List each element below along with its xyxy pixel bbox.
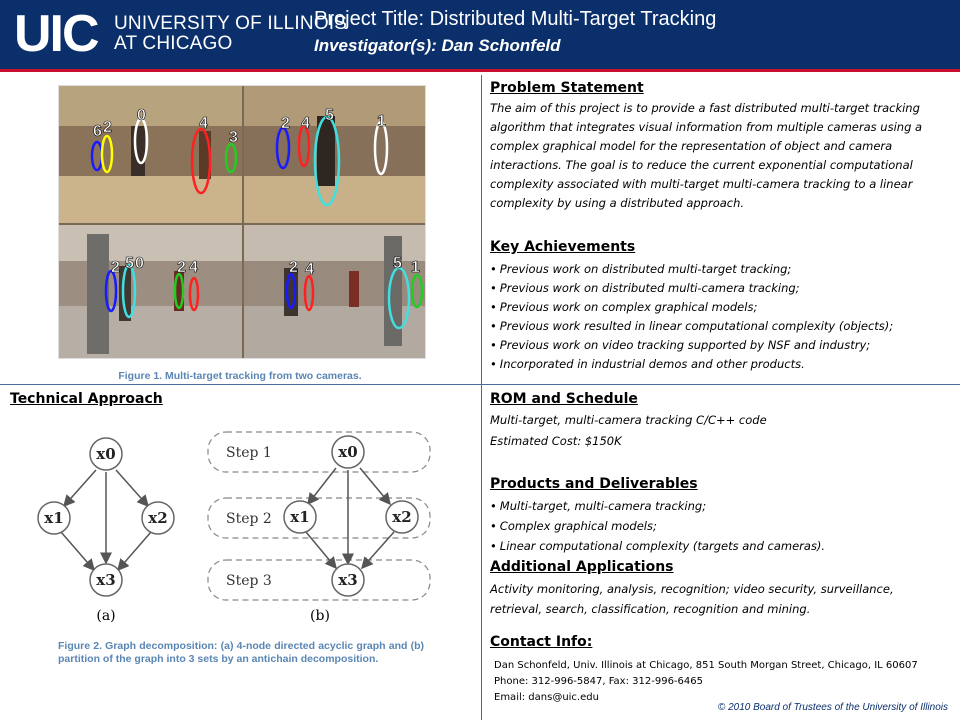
target-label: 4 [305, 261, 314, 278]
investigators: Investigator(s): Dan Schonfeld [314, 36, 561, 55]
target-label: 2 [281, 115, 290, 132]
list-item: • Previous work resulted in linear computational complexity (objects); [490, 317, 950, 336]
university-name [114, 14, 347, 54]
target-label: 5 [393, 255, 402, 272]
additional-applications-text: Activity monitoring, analysis, recognition; video security, surveillance, retrieval, search, classification, recognition and mining. [490, 582, 894, 616]
panel-b-label: (b) [310, 608, 330, 624]
products-deliverables-list [490, 496, 950, 556]
target-label: 0 [135, 255, 144, 272]
target-label: 4 [301, 115, 310, 132]
target-label: 2 [111, 259, 120, 276]
contact-line-address: Dan Schonfeld, Univ. Illinois at Chicago, 851 South Morgan Street, Chicago, IL 60607 [494, 660, 918, 671]
target-label: 6 [93, 123, 102, 140]
list-item: • Incorporated in industrial demos and other products. [490, 355, 950, 374]
list-item: • Multi-target, multi-camera tracking; [490, 496, 950, 516]
uic-logo: UIC [14, 5, 98, 63]
figure-2-graph [36, 428, 434, 626]
technical-approach-title: Technical Approach [10, 391, 163, 407]
figure-2-caption: Figure 2. Graph decomposition: (a) 4-node directed acyclic graph and (b) partition of the graph into 3 sets by an antichain decomposition. [58, 640, 424, 665]
figure-1-caption: Figure 1. Multi-target tracking from two cameras. [118, 370, 362, 382]
list-item: • Previous work on distributed multi-target tracking; [490, 260, 950, 279]
contact-info-title: Contact Info: [490, 634, 593, 650]
node-label: x3 [338, 571, 358, 589]
step-label: Step 2 [226, 511, 272, 527]
contact-line-email: Email: dans@uic.edu [494, 692, 599, 703]
target-label: 1 [411, 259, 420, 276]
problem-statement-title: Problem Statement [490, 80, 644, 96]
contact-line-phone: Phone: 312-996-5847, Fax: 312-996-6465 [494, 676, 703, 687]
rom-schedule-title: ROM and Schedule [490, 391, 638, 407]
target-label: 3 [229, 129, 238, 146]
project-title: Project Title: Distributed Multi-Target Tracking [314, 8, 717, 30]
step-label: Step 3 [226, 573, 272, 589]
list-item: • Previous work on video tracking supported by NSF and industry; [490, 336, 950, 355]
contact-details [494, 658, 918, 706]
list-item: • Complex graphical models; [490, 516, 950, 536]
node-label: x0 [96, 445, 116, 463]
panel-a-label: (a) [96, 608, 116, 624]
target-label: 4 [189, 259, 198, 276]
node-label: x0 [338, 443, 358, 461]
graph-a [38, 438, 174, 624]
step-label: Step 1 [226, 445, 272, 461]
target-label: 2 [103, 119, 112, 136]
figure-1-tracking-image [58, 85, 426, 359]
graph-b [208, 432, 430, 624]
university-name-line1: UNIVERSITY OF ILLINOIS [114, 13, 348, 34]
target-label: 1 [377, 113, 386, 130]
node-label: x1 [290, 508, 310, 526]
target-label: 5 [125, 255, 134, 272]
vertical-divider [481, 75, 482, 720]
copyright-notice: © 2010 Board of Trustees of the University of Illinois [717, 702, 948, 713]
additional-applications-title: Additional Applications [490, 559, 674, 575]
key-achievements-list [490, 260, 950, 374]
products-deliverables-title: Products and Deliverables [490, 476, 698, 492]
target-label: 4 [199, 115, 208, 132]
key-achievements-title: Key Achievements [490, 239, 636, 255]
list-item: • Linear computational complexity (targets and cameras). [490, 536, 950, 556]
horizontal-divider [0, 384, 960, 385]
target-label: 0 [137, 107, 146, 124]
target-label: 2 [177, 259, 186, 276]
rom-schedule-line1: Multi-target, multi-camera tracking C/C++ code [490, 413, 767, 427]
problem-statement-text: The aim of this project is to provide a fast distributed multi-target tracking algorithm that integrates visual information from multiple cameras using a complex graphical model for the representation of object and camera interactions. The goal is to reduce the current exponential computational complexity associated with multi-target multi-camera tracking to a linear complexity by using a distributed approach. [490, 101, 923, 210]
node-label: x1 [44, 509, 64, 527]
target-label: 2 [289, 259, 298, 276]
list-item: • Previous work on distributed multi-camera tracking; [490, 279, 950, 298]
target-label: 5 [325, 107, 334, 124]
rom-schedule-line2: Estimated Cost: $150K [490, 434, 622, 448]
node-label: x2 [392, 508, 412, 526]
header-banner [0, 0, 960, 72]
node-label: x3 [96, 571, 116, 589]
node-label: x2 [148, 509, 168, 527]
university-name-line2: AT CHICAGO [114, 33, 233, 54]
list-item: • Previous work on complex graphical models; [490, 298, 950, 317]
